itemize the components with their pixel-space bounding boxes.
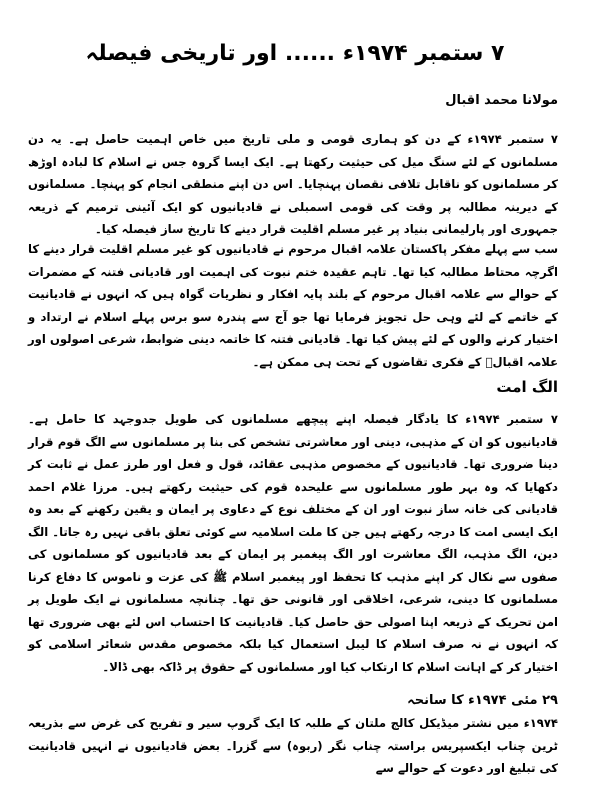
paragraph-intro: ۷ ستمبر ۱۹۷۴ء کے دن کو ہماری قومی و ملی تاریخ میں خاص اہمیت حاصل ہے۔ یہ دن مسلمانوں کے لئے سنگ میل کی حیثیت رکھتا ہے۔ ایک ایسا گروہ جس نے اسلام کا لبادہ اوڑھ کر مسلمانوں کو ناقابل تلافی نقصان پہنچایا۔ اس دن اپنے منطقی انجام کو پہنچا۔ مسلمانوں کے دیرینہ مطالبہ پر وقت کی قومی اسمبلی نے قادیانیوں کو ایک آئینی ترمیم کے ذریعہ جمہوری اور پارلیمانی بنیاد پر غیر مسلم اقلیت قرار دینے کا تاریخ ساز فیصلہ کیا۔	[28, 132, 558, 236]
paragraph-separate-ummah: ۷ ستمبر ۱۹۷۴ء کا یادگار فیصلہ اپنے پیچھے مسلمانوں کی طویل جدوجہد کا حامل ہے۔ قادیانیوں کو ان کے مذہبی، دینی اور معاشرتی تشخص کی بنا پر مسلمانوں سے الگ قوم قرار دینا ضروری تھا۔ قادیانیوں کے مخصوص مذہبی عقائد، قول و فعل اور طرز عمل نے ثابت کر دکھایا کہ وہ بہر طور مسلمانوں سے علیحدہ قوم کی حیثیت رکھتے ہیں۔ مرزا غلام احمد قادیانی کی خانہ ساز نبوت اور ان کے مختلف نوع کے دعاوی پر ایمان و یقین رکھنے کے بعد وہ ایک ایسی امت کا درجہ رکھتے ہیں جن کا ملت اسلامیہ سے کوئی تعلق باقی نہیں رہ جاتا۔ الگ دین، الگ مذہب، الگ معاشرت اور الگ پیغمبر پر ایمان کے بعد قادیانیوں کو مسلمانوں کی صفوں سے نکال کر اپنے مذہب کا تحفظ اور پیغمبر اسلام ﷺ کی عزت و ناموس کا دفاع کرنا مسلمانوں کا دینی، شرعی، اخلاقی اور قانونی حق تھا۔ چنانچہ مسلمانوں نے ایک طویل پر امن تحریک کے ذریعہ اپنا اصولی حق حاصل کیا۔ قادیانیت کا احتساب اس لئے بھی ضروری تھا کہ انہوں نے نہ صرف اسلام کا لیبل استعمال کیا بلکہ مخصوص مقدس شعائر اسلامی کو اختیار کر کے اہانت اسلام کا ارتکاب کیا اور مسلمانوں کے حقوق پر ڈاکہ بھی ڈالا۔	[28, 412, 558, 674]
paragraph-iqbal: سب سے پہلے مفکر پاکستان علامہ اقبال مرحوم نے قادیانیوں کو غیر مسلم اقلیت قرار دینے کا اگرچہ محتاط مطالبہ کیا تھا۔ تاہم عقیدہ ختم نبوت کی اہمیت اور قادیانی فتنہ کے مضمرات کے حوالے سے علامہ اقبال مرحوم کے بلند پایہ افکار و نظریات گواہ ہیں کہ انہوں نے قادیانیت کے خاتمے کے لئے وہی حل تجویز فرمایا تھا جو آج سے پندرہ سو برس پہلے اسلام نے ارتداد و اختیار کرنے والوں کے لئے پیش کیا تھا۔ قادیانی فتنہ کا خاتمہ دینی ضوابط، شرعی اصولوں اور علامہ اقبالؒ کے فکری تقاضوں کے تحت ہی ممکن ہے۔	[28, 242, 558, 369]
section-heading-may-29-incident: ۲۹ مئی ۱۹۷۴ء کا سانحہ	[407, 693, 558, 708]
document-title: ۷ ستمبر ۱۹۷۴ء ...... اور تاریخی فیصلہ	[85, 41, 505, 66]
author-name: مولانا محمد اقبال	[445, 93, 558, 108]
paragraph-may-29-incident: ۱۹۷۴ء میں نشتر میڈیکل کالج ملتان کے طلبہ کا ایک گروپ سیر و تفریح کی غرض سے بذریعہ ٹرین چناب ایکسپریس براستہ چناب نگر (ربوہ) سے گزرا۔ بعض قادیانیوں نے انہیں قادیانیت کی تبلیغ اور دعوت کے حوالے سے	[28, 716, 558, 775]
section-heading-separate-ummah: الگ امت	[496, 378, 558, 396]
